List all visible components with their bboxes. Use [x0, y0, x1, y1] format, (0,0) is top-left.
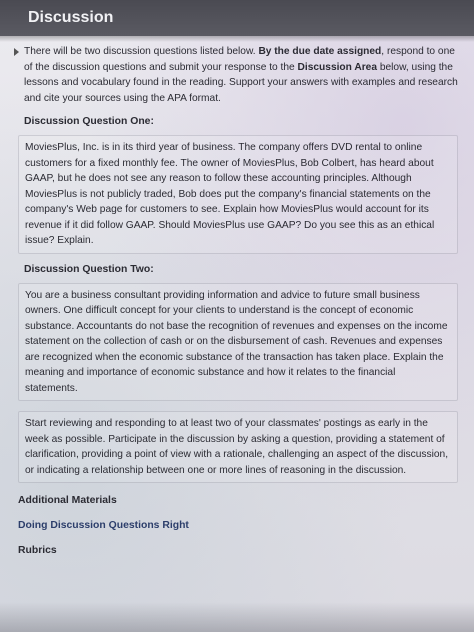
instructions-body: Start reviewing and responding to at least two of your classmates' postings as early in the week as possible. Participate in the discussion by asking a question, providing a statement of clarification, providing a point of view with a rationale, challenging an aspect of the discussion, or indicating a relationship between one or more lines of reasoning in the discussion. [25, 418, 449, 476]
additional-materials-link[interactable]: Additional Materials [18, 495, 117, 506]
intro-paragraph [24, 44, 458, 106]
page-header [0, 0, 474, 36]
question-two-box [18, 283, 458, 402]
question-two-body: You are a business consultant providing information and advice to future small business owners. One difficult concept for your clients to understand is the concept of economic substance. Accountants do not base the recognition of revenues and expenses on the income statement on the collection of cash or on the disbursement of cash. Revenues and expenses are recognized when the economic substance of the transaction has taken place. Explain the meaning and importance of economic substance and how it relates to the financial statements. [25, 289, 448, 394]
doing-discussion-questions-right-link[interactable]: Doing Discussion Questions Right [18, 520, 189, 531]
header-shadow [0, 36, 474, 42]
bottom-shade [0, 602, 474, 632]
intro-text-2: , respond to one of the discussion questions and submit your response to the [24, 46, 455, 73]
rubrics-link[interactable]: Rubrics [18, 545, 57, 556]
discussion-content [18, 44, 458, 556]
instructions-box [18, 411, 458, 483]
question-one-box [18, 135, 458, 254]
page-title: Discussion [28, 9, 114, 26]
caret-right-icon [14, 48, 19, 56]
question-one-heading: Discussion Question One: [24, 116, 154, 127]
question-two-heading: Discussion Question Two: [24, 263, 154, 275]
intro-text-1: There will be two discussion questions listed below. [24, 46, 259, 57]
intro-text-3: below, using the lessons and vocabulary found in the reading. Support your answers with examples and research and cite your sources using the APA format. [24, 61, 458, 104]
intro-bold-1: By the due date assigned [258, 46, 382, 57]
intro-bold-2: Discussion Area [297, 61, 377, 73]
question-one-body: MoviesPlus, Inc. is in its third year of business. The company offers DVD rental to online customers for a fixed monthly fee. The owner of MoviesPlus, Bob Colbert, has heard about GAAP, but he does not see any reason to follow these accounting principles. Although MoviesPlus is not publicly traded, Bob does put the company's financial statements on the company's Web page for customers to see. Explain how MoviesPlus would account for its revenue if it did follow GAAP. Should MoviesPlus use GAAP? Do you see this as an ethical issue? Explain. [25, 142, 435, 246]
